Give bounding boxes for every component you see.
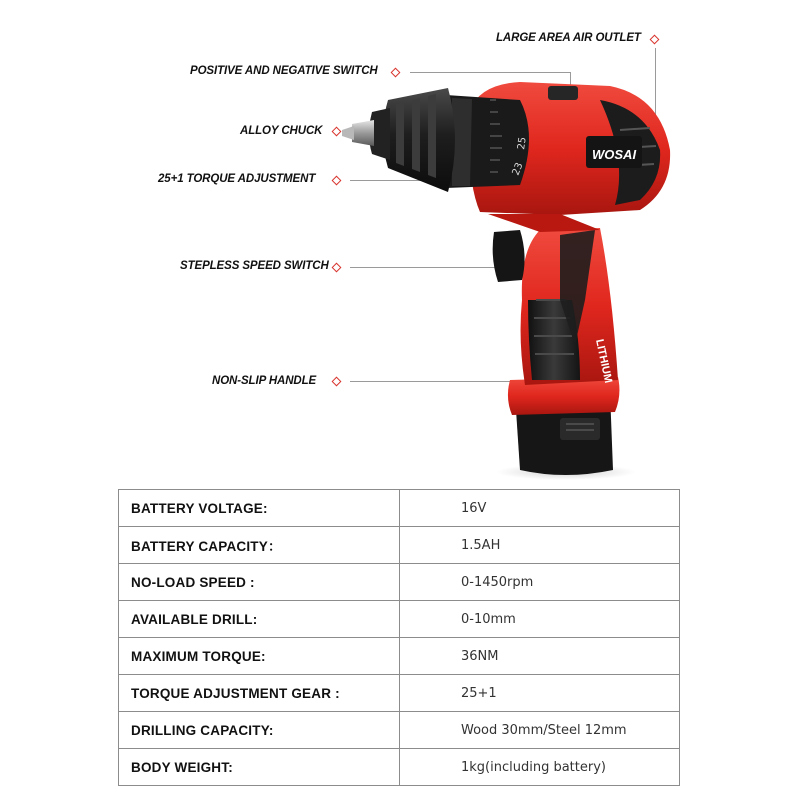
spec-value: 36NM: [400, 638, 680, 675]
table-row: [119, 675, 680, 712]
table-row: [119, 638, 680, 675]
spec-label: BATTERY CAPACITY：: [119, 527, 400, 564]
callout-air-outlet: LARGE AREA AIR OUTLET: [496, 32, 641, 44]
drill-trigger: [493, 230, 525, 282]
spec-table: [118, 489, 680, 786]
spec-value: 1.5AH: [400, 527, 680, 564]
spec-value: 0-1450rpm: [400, 564, 680, 601]
spec-value: 25+1: [400, 675, 680, 712]
spec-label: TORQUE ADJUSTMENT GEAR :: [119, 675, 400, 712]
drill-battery-latch: [560, 418, 600, 440]
table-row: [119, 527, 680, 564]
drill-torque-number-a: 25: [516, 136, 529, 151]
callout-torque: 25+1 TORQUE ADJUSTMENT: [158, 173, 316, 185]
spec-value: 0-10mm: [400, 601, 680, 638]
drill-battery-label: LITHIUM: [593, 338, 615, 385]
table-row: [119, 749, 680, 786]
spec-label: AVAILABLE DRILL:: [119, 601, 400, 638]
callout-direction-switch: POSITIVE AND NEGATIVE SWITCH: [190, 65, 378, 77]
table-row: [119, 490, 680, 527]
table-row: [119, 564, 680, 601]
drill-brand-text: WOSAI: [592, 147, 637, 162]
drill-torque-number-b: 23: [510, 161, 526, 178]
table-row: [119, 601, 680, 638]
spec-label: BODY WEIGHT:: [119, 749, 400, 786]
callout-speed-switch: STEPLESS SPEED SWITCH: [180, 260, 329, 272]
spec-label: DRILLING CAPACITY:: [119, 712, 400, 749]
drill-bit: [352, 120, 374, 146]
table-row: [119, 712, 680, 749]
spec-label: MAXIMUM TORQUE:: [119, 638, 400, 675]
drill-direction-switch: [548, 86, 578, 100]
spec-value: Wood 30mm/Steel 12mm: [400, 712, 680, 749]
callout-chuck: ALLOY CHUCK: [240, 125, 323, 137]
spec-label: BATTERY VOLTAGE:: [119, 490, 400, 527]
spec-value: 1kg(including battery): [400, 749, 680, 786]
spec-value: 16V: [400, 490, 680, 527]
callout-handle: NON-SLIP HANDLE: [212, 375, 317, 387]
spec-label: NO-LOAD SPEED :: [119, 564, 400, 601]
